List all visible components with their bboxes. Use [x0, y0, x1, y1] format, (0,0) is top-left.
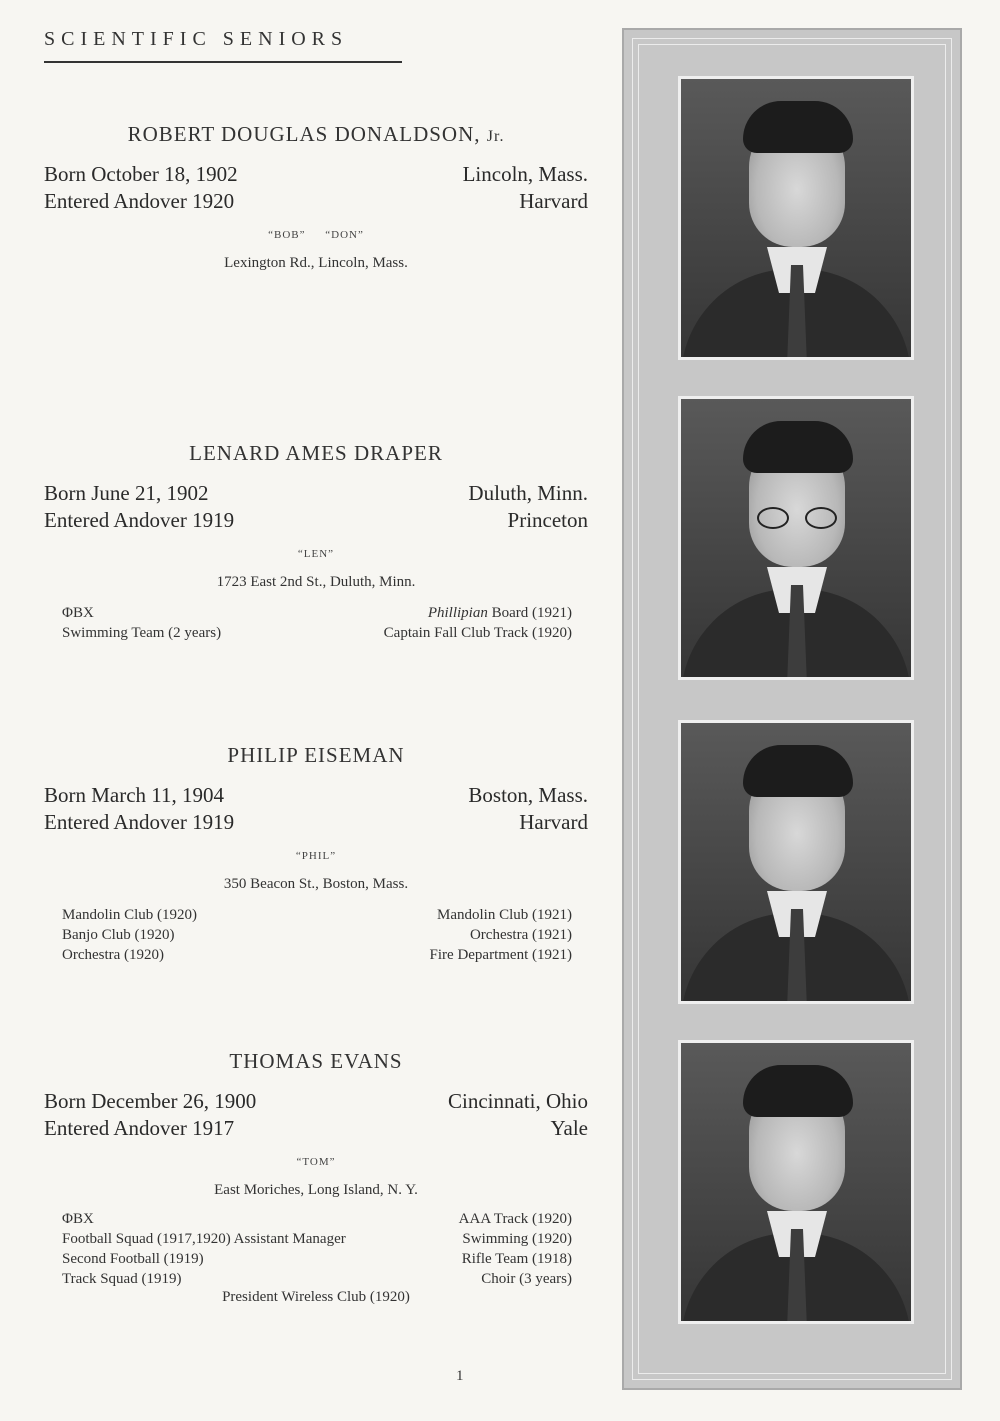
activity-item	[384, 603, 572, 623]
nickname: “DON”	[325, 229, 364, 241]
photo-hair	[743, 745, 853, 797]
activity-item: ΦBX	[62, 1211, 94, 1227]
activities	[40, 1209, 592, 1289]
nickname: “LEN”	[297, 548, 335, 560]
senior-entry-draper	[40, 441, 592, 643]
activities-right	[459, 1209, 572, 1289]
nicknames	[40, 850, 592, 862]
activity-text: Board (1921)	[487, 605, 572, 621]
entered-row	[40, 507, 592, 534]
activity-item: Captain Fall Club Track (1920)	[383, 625, 572, 641]
entered-row	[40, 809, 592, 836]
publication-name: Phillipian	[427, 605, 488, 621]
title-underline	[44, 61, 402, 63]
glasses-icon	[757, 507, 837, 529]
birth-row	[40, 782, 592, 809]
birth-row	[40, 480, 592, 507]
page-number: 1	[456, 1368, 464, 1384]
home-address: 350 Beacon St., Boston, Mass.	[223, 876, 409, 892]
portrait-photo	[678, 396, 914, 680]
college: Princeton	[507, 508, 588, 532]
college: Harvard	[519, 810, 588, 834]
activities-left	[62, 1209, 346, 1289]
hometown: Lincoln, Mass.	[462, 162, 588, 186]
activity-item: Banjo Club (1920)	[62, 927, 175, 943]
entered-year: Entered Andover 1920	[44, 189, 235, 213]
nickname: “PHIL”	[295, 850, 337, 862]
birth-date: Born June 21, 1902	[44, 481, 209, 505]
name-text: ROBERT DOUGLAS DONALDSON,	[127, 122, 481, 146]
portrait-photo	[678, 1040, 914, 1324]
activities-left	[62, 905, 197, 965]
hometown: Boston, Mass.	[468, 783, 588, 807]
home-address: Lexington Rd., Lincoln, Mass.	[224, 255, 408, 271]
nicknames	[40, 548, 592, 560]
senior-entry-donaldson	[40, 122, 592, 272]
activities	[40, 905, 592, 965]
page-title: SCIENTIFIC SENIORS	[44, 28, 349, 50]
senior-entry-eiseman	[40, 743, 592, 965]
entered-row	[40, 1115, 592, 1142]
birth-date: Born October 18, 1902	[44, 162, 238, 186]
home-address: 1723 East 2nd St., Duluth, Minn.	[216, 574, 416, 590]
activity-item: Football Squad (1917,1920) Assistant Manager	[62, 1231, 346, 1247]
nickname: “TOM”	[296, 1156, 336, 1168]
activity-item: Swimming (1920)	[462, 1231, 572, 1247]
birth-row	[40, 161, 592, 188]
activity-item: President Wireless Club (1920)	[222, 1289, 410, 1305]
entered-year: Entered Andover 1919	[44, 508, 235, 532]
name-suffix: Jr.	[486, 128, 505, 145]
college: Harvard	[519, 189, 588, 213]
activity-item: Orchestra (1921)	[469, 927, 572, 943]
senior-entry-evans	[40, 1049, 592, 1306]
activity-item: Mandolin Club (1921)	[437, 907, 572, 923]
nicknames	[40, 229, 592, 241]
activity-item: Mandolin Club (1920)	[62, 907, 197, 923]
entered-year: Entered Andover 1919	[44, 810, 235, 834]
senior-name	[40, 122, 592, 147]
activities-left	[62, 603, 221, 643]
photo-hair	[743, 421, 853, 473]
entered-row	[40, 188, 592, 215]
activity-item: Fire Department (1921)	[429, 947, 572, 963]
nicknames	[40, 1156, 592, 1168]
activity-item: AAA Track (1920)	[458, 1211, 572, 1227]
activities-right	[430, 905, 572, 965]
activities	[40, 603, 592, 643]
portrait-photo	[678, 76, 914, 360]
senior-name: PHILIP EISEMAN	[227, 743, 405, 767]
activity-item: Track Squad (1919)	[62, 1271, 182, 1287]
photo-hair	[743, 101, 853, 153]
activity-item: Swimming Team (2 years)	[62, 625, 222, 641]
activity-item: Rifle Team (1918)	[461, 1251, 572, 1267]
senior-name: THOMAS EVANS	[229, 1049, 403, 1073]
portrait-photo	[678, 720, 914, 1004]
activity-item: Choir (3 years)	[481, 1271, 572, 1287]
entered-year: Entered Andover 1917	[44, 1116, 235, 1140]
activity-item: ΦBX	[62, 605, 94, 621]
home-address: East Moriches, Long Island, N. Y.	[214, 1182, 418, 1198]
birth-row	[40, 1088, 592, 1115]
hometown: Duluth, Minn.	[468, 481, 588, 505]
birth-date: Born December 26, 1900	[44, 1089, 257, 1113]
nickname: “BOB”	[268, 229, 306, 241]
hometown: Cincinnati, Ohio	[448, 1089, 588, 1113]
birth-date: Born March 11, 1904	[44, 783, 225, 807]
senior-name: LENARD AMES DRAPER	[189, 441, 443, 465]
activity-item: Second Football (1919)	[62, 1251, 204, 1267]
activity-item: Orchestra (1920)	[62, 947, 165, 963]
photo-hair	[743, 1065, 853, 1117]
college: Yale	[550, 1116, 588, 1140]
activities-right	[384, 603, 572, 643]
